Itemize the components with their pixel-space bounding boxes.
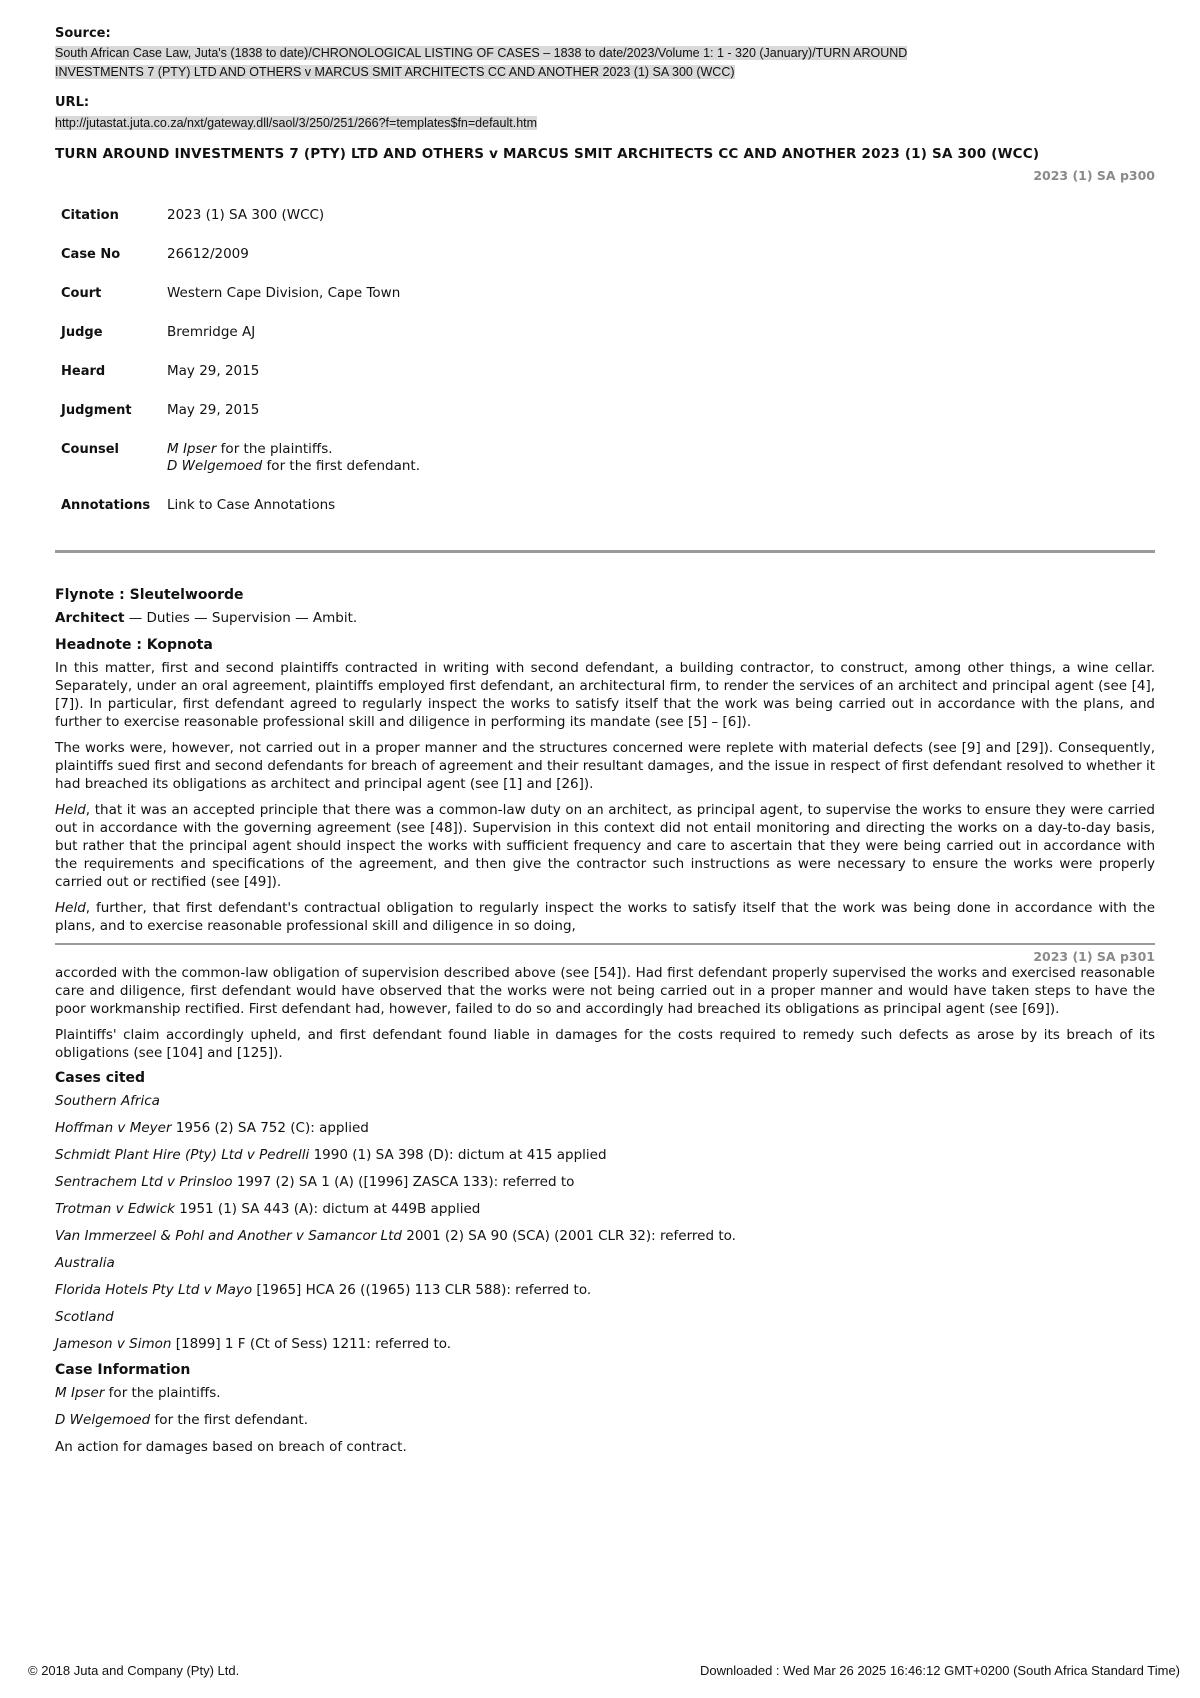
citation-label: Citation	[61, 208, 119, 223]
heard-value: May 29, 2015	[167, 363, 260, 379]
caseno-label: Case No	[61, 247, 121, 262]
case-ref: [1899] 1 F (Ct of Sess) 1211: referred to.	[171, 1336, 452, 1352]
meta-row-counsel	[61, 441, 420, 497]
counsel-name: D Welgemoed	[55, 1412, 151, 1428]
headnote-paragraph-3	[55, 801, 1155, 891]
page-break-divider	[55, 943, 1155, 945]
source-line-1: South African Case Law, Juta's (1838 to date)/CHRONOLOGICAL LISTING OF CASES – 1838 to date/2023/Volume 1: 1 - 320 (January)/TURN AROUND	[55, 46, 908, 60]
region-label: Southern Africa	[55, 1093, 160, 1109]
cases-cited-heading: Cases cited	[55, 1070, 146, 1086]
meta-row-judgment	[61, 402, 420, 441]
case-info-line	[55, 1411, 1155, 1429]
headnote-paragraph-4-text: , further, that first defendant's contractual obligation to regularly inspect the works to satisfy itself that the work was being done in accordance with the plans, and to exercise reasonable professional skill and diligence in so doing,	[55, 900, 1155, 934]
region-southern-africa	[55, 1092, 1155, 1110]
section-divider	[55, 550, 1155, 553]
headnote-paragraph-4	[55, 899, 1155, 935]
counsel-value	[167, 441, 420, 497]
flynote-heading: Flynote : Sleutelwoorde	[55, 587, 244, 603]
headnote-paragraph-2: The works were, however, not carried out in a proper manner and the structures concerned were replete with material defects (see [9] and [29]). Consequently, plaintiffs sued first and second defendants for breach of agreement and their resultant damages, and the issue in respect of first defendant resolved to whether it had breached its obligations as architect and principal agent (see [1] and [26]).	[55, 740, 1155, 792]
case-ref: 1997 (2) SA 1 (A) ([1996] ZASCA 133): referred to	[232, 1174, 575, 1190]
heard-label: Heard	[61, 364, 106, 379]
footer-copyright: © 2018 Juta and Company (Pty) Ltd.	[28, 1663, 240, 1678]
cited-case	[55, 1146, 1155, 1164]
source-label: Source:	[55, 26, 111, 41]
meta-row-judge	[61, 324, 420, 363]
meta-row-citation	[61, 207, 420, 246]
region-label: Australia	[55, 1255, 115, 1271]
headnote-paragraph-5: accorded with the common-law obligation of supervision described above (see [54]). Had first defendant properly supervised the works and exercised reasonable care and diligence, first defendant would have observed that the works were not being carried out in a proper manner and would have taken steps to have the poor workmanship rectified. First defendant had, however, failed to do so and accordingly had breached its obligations as principal agent (see [69]).	[55, 965, 1155, 1017]
meta-row-caseno	[61, 246, 420, 285]
document-page	[55, 26, 1155, 1465]
case-name: Jameson v Simon	[55, 1336, 172, 1352]
case-ref: 1956 (2) SA 752 (C): applied	[171, 1120, 369, 1136]
case-metadata-table	[61, 207, 420, 536]
headnote-paragraph-1: In this matter, first and second plaintiffs contracted in writing with second defendant, a building contractor, to construct, among other things, a wine cellar. Separately, under an oral agreement, plaintiffs employed first defendant, an architectural firm, to render the services of an architect and principal agent (see [4], [7]). In particular, first defendant agreed to regularly inspect the works to satisfy itself that the work was being carried out in accordance with the plans, and further to exercise reasonable professional skill and diligence in performing its mandate (see [5] – [6]).	[55, 660, 1155, 730]
flynote-term: Architect	[55, 610, 125, 626]
footer-downloaded: Downloaded : Wed Mar 26 2025 16:46:12 GMT+0200 (South Africa Standard Time)	[700, 1663, 1180, 1678]
case-information-heading: Case Information	[55, 1362, 191, 1378]
judge-label: Judge	[61, 325, 103, 340]
cited-case	[55, 1200, 1155, 1218]
court-label: Court	[61, 286, 102, 301]
counsel-2-role: for the first defendant.	[262, 458, 421, 474]
region-australia	[55, 1254, 1155, 1272]
cited-case	[55, 1227, 1155, 1245]
counsel-2-name: D Welgemoed	[167, 458, 263, 474]
source-line-2: INVESTMENTS 7 (PTY) LTD AND OTHERS v MARCUS SMIT ARCHITECTS CC AND ANOTHER 2023 (1) SA 300 (WCC)	[55, 65, 735, 79]
case-name: Hoffman v Meyer	[55, 1120, 172, 1136]
counsel-1-role: for the plaintiffs.	[216, 441, 333, 457]
case-name: Schmidt Plant Hire (Pty) Ltd v Pedrelli	[55, 1147, 310, 1163]
headnote-paragraph-3-text: , that it was an accepted principle that there was a common-law duty on an architect, as principal agent, to supervise the works to ensure they were carried out in accordance with the governing agreement (see [48]). Supervision in this context did not entail monitoring and directing the works on a day-to-day basis, but rather that the principal agent should inspect the works with sufficient frequency and care to ascertain that they were being carried out in accordance with the requirements and specifications of the agreement, and then give the contractor such instructions as were necessary to ensure the works were properly carried out or rectified (see [49]).	[55, 802, 1155, 890]
headnote-paragraph-6: Plaintiffs' claim accordingly upheld, and first defendant found liable in damages for the costs required to remedy such defects as arose by its breach of its obligations (see [104] and [125]).	[55, 1027, 1155, 1061]
meta-row-annotations	[61, 497, 420, 536]
cited-case	[55, 1335, 1155, 1353]
headnote-heading: Headnote : Kopnota	[55, 637, 213, 653]
page-reference-301: 2023 (1) SA p301	[1033, 949, 1155, 964]
case-ref: 1990 (1) SA 398 (D): dictum at 415 applied	[309, 1147, 607, 1163]
held-label: Held	[55, 900, 86, 916]
case-title: TURN AROUND INVESTMENTS 7 (PTY) LTD AND OTHERS v MARCUS SMIT ARCHITECTS CC AND ANOTHER 2023 (1) SA 300 (WCC)	[55, 146, 1040, 162]
case-ref: [1965] HCA 26 ((1965) 113 CLR 588): referred to.	[252, 1282, 592, 1298]
counsel-1-name: M Ipser	[167, 441, 217, 457]
judgment-value: May 29, 2015	[167, 402, 260, 418]
court-value: Western Cape Division, Cape Town	[167, 285, 401, 301]
case-ref: 1951 (1) SA 443 (A): dictum at 449B applied	[174, 1201, 481, 1217]
judgment-label: Judgment	[61, 403, 132, 418]
case-info-line: An action for damages based on breach of contract.	[55, 1439, 407, 1455]
region-label: Scotland	[55, 1309, 114, 1325]
annotations-link[interactable]: Link to Case Annotations	[167, 497, 336, 513]
cited-case	[55, 1281, 1155, 1299]
case-name: Van Immerzeel & Pohl and Another v Samancor Ltd	[55, 1228, 402, 1244]
flynote-rest: — Duties — Supervision — Ambit.	[124, 610, 358, 626]
source-path[interactable]	[55, 43, 1155, 81]
counsel-role: for the first defendant.	[150, 1412, 309, 1428]
case-name: Sentrachem Ltd v Prinsloo	[55, 1174, 233, 1190]
meta-row-court	[61, 285, 420, 324]
meta-row-heard	[61, 363, 420, 402]
url-link[interactable]: http://jutastat.juta.co.za/nxt/gateway.dll/saol/3/250/251/266?f=templates$fn=default.htm	[55, 116, 538, 130]
case-name: Florida Hotels Pty Ltd v Mayo	[55, 1282, 253, 1298]
annotations-label: Annotations	[61, 498, 151, 513]
caseno-value: 26612/2009	[167, 246, 249, 262]
held-label: Held	[55, 802, 86, 818]
flynote-text	[55, 609, 1155, 627]
cited-case	[55, 1173, 1155, 1191]
page-footer	[28, 1663, 1180, 1678]
case-ref: 2001 (2) SA 90 (SCA) (2001 CLR 32): referred to.	[401, 1228, 736, 1244]
judge-value: Bremridge AJ	[167, 324, 256, 340]
case-name: Trotman v Edwick	[55, 1201, 175, 1217]
case-info-line	[55, 1384, 1155, 1402]
url-label: URL:	[55, 95, 90, 110]
page-reference-300: 2023 (1) SA p300	[1033, 168, 1155, 183]
region-scotland	[55, 1308, 1155, 1326]
counsel-name: M Ipser	[55, 1385, 105, 1401]
cited-case	[55, 1119, 1155, 1137]
counsel-role: for the plaintiffs.	[104, 1385, 221, 1401]
citation-value: 2023 (1) SA 300 (WCC)	[167, 207, 325, 223]
counsel-label: Counsel	[61, 442, 119, 457]
